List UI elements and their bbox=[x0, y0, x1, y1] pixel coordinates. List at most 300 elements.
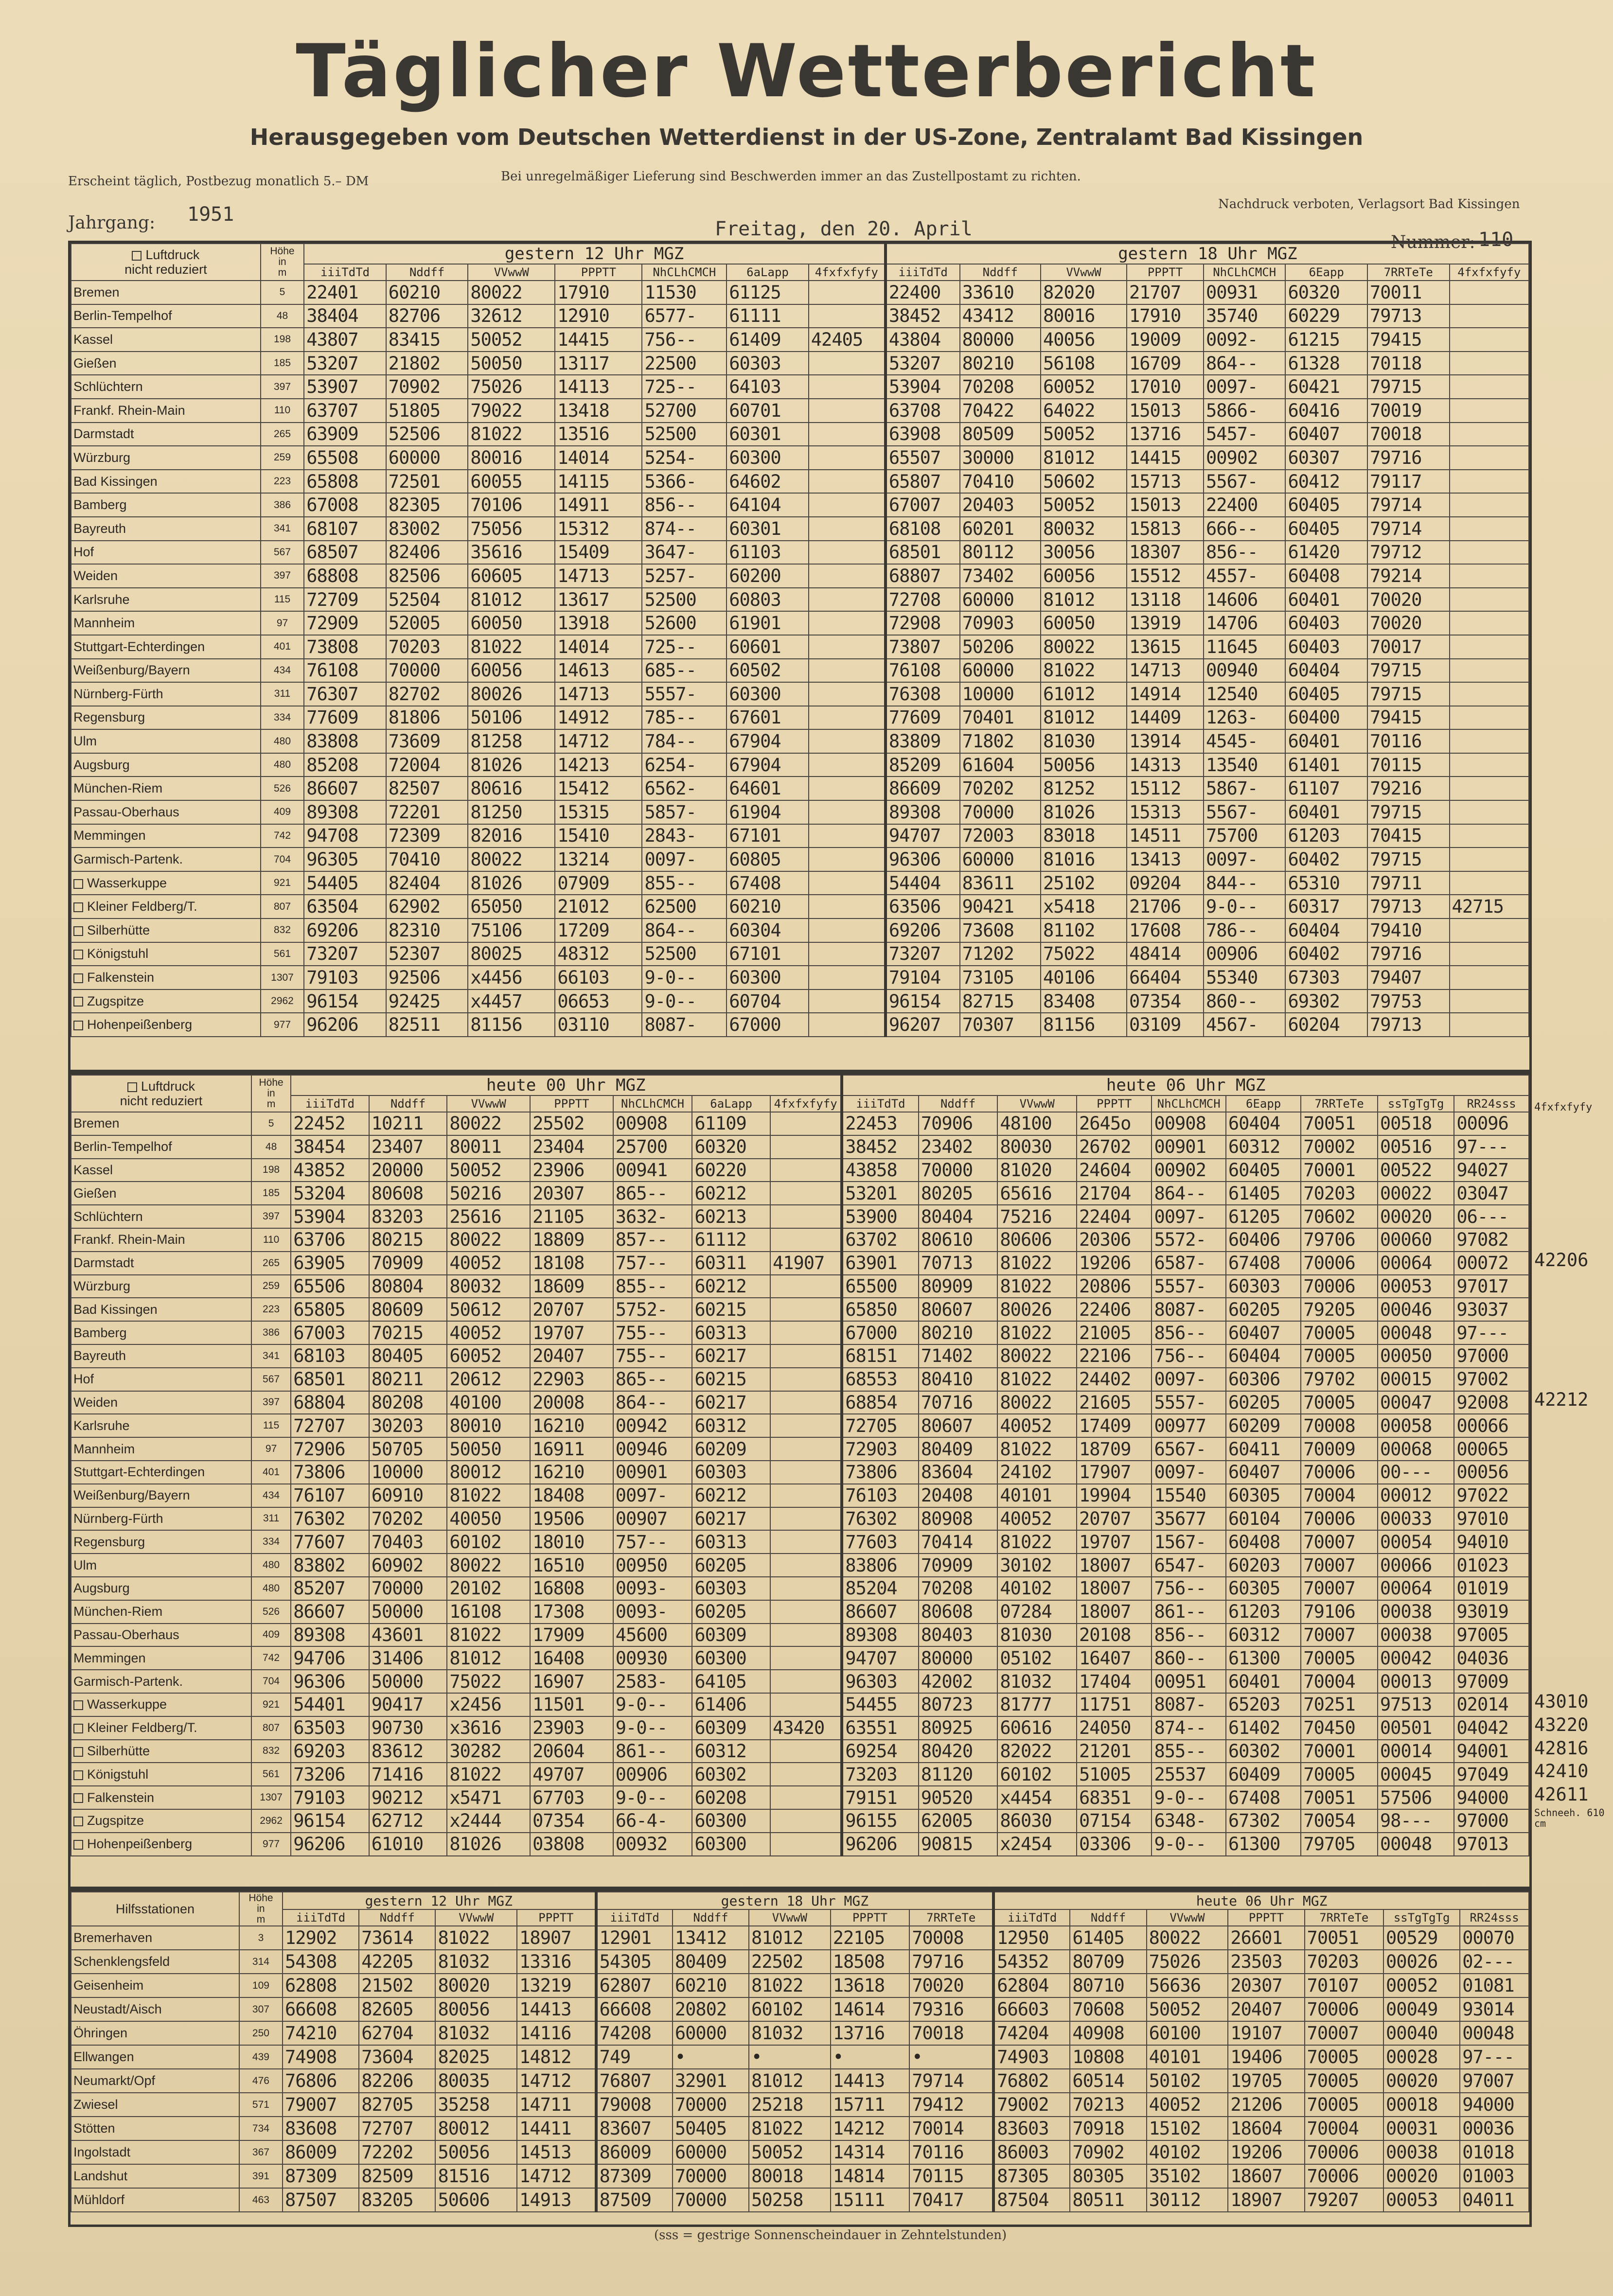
station-name bbox=[71, 682, 261, 706]
column-header: NhCLhCMCH bbox=[642, 264, 727, 281]
data-cell: 56636 bbox=[1147, 1974, 1228, 1997]
data-cell: 80032 bbox=[1041, 517, 1127, 541]
data-cell: 38454 bbox=[291, 1135, 369, 1159]
data-cell: 82509 bbox=[359, 2164, 435, 2188]
data-cell: 72201 bbox=[386, 800, 468, 824]
station-name bbox=[71, 328, 261, 352]
data-cell: 60205 bbox=[1226, 1391, 1301, 1414]
data-cell: 70008 bbox=[909, 1926, 993, 1950]
data-cell: 00040 bbox=[1383, 2021, 1460, 2045]
data-cell: 80925 bbox=[919, 1716, 998, 1740]
data-cell: 14113 bbox=[555, 375, 642, 399]
data-cell: 00018 bbox=[1383, 2093, 1460, 2117]
data-cell: 60303 bbox=[692, 1461, 770, 1484]
data-cell: 856-- bbox=[1204, 541, 1286, 565]
data-cell bbox=[1450, 753, 1529, 777]
table-row bbox=[71, 1693, 1529, 1716]
station-label: Regensburg bbox=[73, 710, 145, 725]
data-cell: 70004 bbox=[1305, 2117, 1383, 2140]
station-height: 921 bbox=[251, 1693, 291, 1716]
data-cell: 00046 bbox=[1378, 1298, 1454, 1321]
data-cell: 60055 bbox=[468, 470, 555, 494]
data-cell: 60421 bbox=[1285, 375, 1367, 399]
data-cell: 67303 bbox=[1285, 966, 1367, 989]
data-cell: 864-- bbox=[642, 918, 727, 942]
data-cell: • bbox=[909, 2045, 993, 2069]
data-cell: 756-- bbox=[1152, 1344, 1225, 1368]
data-cell: 97022 bbox=[1454, 1484, 1529, 1507]
data-cell: 80022 bbox=[997, 1391, 1077, 1414]
data-cell: 30102 bbox=[997, 1554, 1077, 1577]
data-cell: 60514 bbox=[1070, 2069, 1146, 2093]
data-cell: 70006 bbox=[1301, 1507, 1378, 1531]
data-cell: 83611 bbox=[960, 871, 1041, 895]
station-name bbox=[71, 1182, 251, 1205]
data-cell: 35616 bbox=[468, 541, 555, 565]
data-cell bbox=[809, 824, 886, 848]
data-cell: 75700 bbox=[1204, 824, 1286, 848]
station-label: Darmstadt bbox=[73, 426, 134, 442]
data-cell: 86009 bbox=[596, 2140, 673, 2164]
nummer-value: 110 bbox=[1478, 229, 1514, 251]
data-cell: 5366- bbox=[642, 470, 727, 494]
station-label: München-Riem bbox=[73, 1604, 163, 1619]
data-cell: 857-- bbox=[613, 1228, 692, 1252]
data-cell: 00951 bbox=[1152, 1670, 1225, 1693]
station-label: Ulm bbox=[73, 1557, 97, 1572]
station-name bbox=[71, 1997, 239, 2021]
data-cell: 70020 bbox=[909, 1974, 993, 1997]
data-cell: 79008 bbox=[596, 2093, 673, 2117]
station-label: Weiden bbox=[73, 568, 118, 583]
data-cell: 00053 bbox=[1378, 1275, 1454, 1298]
station-height: 334 bbox=[251, 1530, 291, 1554]
data-cell: 14911 bbox=[555, 493, 642, 517]
data-cell: 60205 bbox=[1226, 1298, 1301, 1321]
data-cell: 80710 bbox=[1070, 1974, 1146, 1997]
data-cell: 30000 bbox=[960, 446, 1041, 470]
data-cell: 97013 bbox=[1454, 1833, 1529, 1856]
data-cell: 79022 bbox=[468, 399, 555, 423]
data-cell: 50602 bbox=[1041, 470, 1127, 494]
data-cell: 13219 bbox=[517, 1974, 596, 1997]
data-cell: 90421 bbox=[960, 895, 1041, 918]
station-height: 409 bbox=[261, 800, 304, 824]
data-cell bbox=[770, 1182, 842, 1205]
data-cell bbox=[809, 918, 886, 942]
data-cell: 60217 bbox=[692, 1344, 770, 1368]
data-cell: 82507 bbox=[386, 777, 468, 800]
table-row bbox=[71, 1344, 1529, 1368]
data-cell: 60312 bbox=[692, 1414, 770, 1437]
data-cell: 00060 bbox=[1378, 1228, 1454, 1252]
data-cell: 756-- bbox=[1152, 1577, 1225, 1600]
station-name bbox=[71, 1577, 251, 1600]
table-row bbox=[71, 1391, 1529, 1414]
data-cell: 90417 bbox=[369, 1693, 447, 1716]
column-header: VVwwW bbox=[435, 1909, 517, 1926]
data-cell: 70902 bbox=[1070, 2140, 1146, 2164]
data-cell: 22502 bbox=[749, 1950, 831, 1974]
data-cell: 16108 bbox=[447, 1600, 530, 1624]
data-cell: 17308 bbox=[530, 1600, 613, 1624]
data-cell: 70007 bbox=[1305, 2021, 1383, 2045]
data-cell: 77603 bbox=[842, 1530, 919, 1554]
station-height: 185 bbox=[261, 352, 304, 375]
data-cell: 00096 bbox=[1454, 1112, 1529, 1135]
data-cell: 60303 bbox=[692, 1577, 770, 1600]
mountain-station-marker bbox=[73, 1770, 83, 1780]
table-row bbox=[71, 1135, 1529, 1159]
data-cell: 81022 bbox=[749, 2117, 831, 2140]
table-row bbox=[71, 1786, 1529, 1809]
station-name bbox=[71, 800, 261, 824]
data-cell bbox=[1450, 423, 1529, 446]
station-label: Berlin-Tempelhof bbox=[73, 308, 172, 323]
data-cell: 87309 bbox=[596, 2164, 673, 2188]
data-cell: 19707 bbox=[1077, 1530, 1152, 1554]
station-label: Weißenburg/Bayern bbox=[73, 663, 190, 678]
data-cell: 749 bbox=[596, 2045, 673, 2069]
data-cell: 30282 bbox=[447, 1740, 530, 1763]
data-cell: 75216 bbox=[997, 1205, 1077, 1228]
data-cell: 79316 bbox=[909, 1997, 993, 2021]
column-header: RR24sss bbox=[1460, 1909, 1529, 1926]
station-label: München-Riem bbox=[73, 781, 163, 796]
data-cell: 97049 bbox=[1454, 1763, 1529, 1786]
data-cell: 80215 bbox=[369, 1228, 447, 1252]
data-cell bbox=[1450, 824, 1529, 848]
data-cell: 89308 bbox=[304, 800, 386, 824]
data-cell: 60320 bbox=[692, 1135, 770, 1159]
data-cell: 70906 bbox=[919, 1112, 998, 1135]
data-cell: 80723 bbox=[919, 1693, 998, 1716]
data-cell: 97002 bbox=[1454, 1368, 1529, 1391]
data-cell: 70007 bbox=[1301, 1554, 1378, 1577]
data-cell: 60404 bbox=[1226, 1344, 1301, 1368]
data-cell: 73807 bbox=[886, 635, 960, 659]
data-cell: 70918 bbox=[1070, 2117, 1146, 2140]
data-cell: 25616 bbox=[447, 1205, 530, 1228]
data-cell: 43807 bbox=[304, 328, 386, 352]
data-cell: 61109 bbox=[692, 1112, 770, 1135]
data-cell: 14511 bbox=[1127, 824, 1204, 848]
station-name bbox=[71, 1624, 251, 1647]
data-cell: 97007 bbox=[1460, 2069, 1529, 2093]
data-cell: 60104 bbox=[1226, 1507, 1301, 1531]
station-height: 110 bbox=[261, 399, 304, 423]
data-cell: 15315 bbox=[555, 800, 642, 824]
data-cell: 70005 bbox=[1305, 2045, 1383, 2069]
data-cell: 60404 bbox=[1226, 1112, 1301, 1135]
station-label: Neustadt/Aisch bbox=[73, 2002, 162, 2016]
table-row bbox=[71, 375, 1529, 399]
data-cell: 97010 bbox=[1454, 1507, 1529, 1531]
data-cell: 00022 bbox=[1378, 1182, 1454, 1205]
station-name bbox=[71, 352, 261, 375]
data-cell: 93019 bbox=[1454, 1600, 1529, 1624]
station-label: Gießen bbox=[73, 1185, 117, 1201]
data-cell: 65310 bbox=[1285, 871, 1367, 895]
data-cell: 61107 bbox=[1285, 777, 1367, 800]
data-cell: 50050 bbox=[468, 352, 555, 375]
data-cell: 70000 bbox=[673, 2188, 749, 2212]
data-cell: 96154 bbox=[886, 989, 960, 1013]
data-cell bbox=[1450, 682, 1529, 706]
data-cell: 19206 bbox=[1077, 1252, 1152, 1275]
height-header-3: Höhe in m bbox=[239, 1892, 283, 1926]
data-cell: 60220 bbox=[692, 1159, 770, 1182]
data-cell: 75022 bbox=[447, 1670, 530, 1693]
data-cell: 61125 bbox=[727, 281, 809, 304]
data-cell: 70005 bbox=[1301, 1321, 1378, 1344]
data-cell: 01018 bbox=[1460, 2140, 1529, 2164]
data-cell bbox=[1450, 541, 1529, 565]
data-cell: 00931 bbox=[1204, 281, 1286, 304]
data-cell: 18007 bbox=[1077, 1577, 1152, 1600]
data-cell: 6562- bbox=[642, 777, 727, 800]
column-header: NhCLhCMCH bbox=[613, 1095, 692, 1112]
data-cell: 64601 bbox=[727, 777, 809, 800]
data-cell: 00068 bbox=[1378, 1437, 1454, 1461]
column-header: 7RRTeTe bbox=[1367, 264, 1450, 281]
margin-value: 43010 bbox=[1534, 1691, 1589, 1712]
station-height: 2962 bbox=[261, 989, 304, 1013]
data-cell: 35740 bbox=[1204, 304, 1286, 328]
column-header: Nddff bbox=[673, 1909, 749, 1926]
data-cell: 53904 bbox=[886, 375, 960, 399]
data-cell: 65850 bbox=[842, 1298, 919, 1321]
data-cell bbox=[1450, 564, 1529, 588]
data-cell: 03808 bbox=[530, 1833, 613, 1856]
column-header: iiiTdTd bbox=[842, 1095, 919, 1112]
data-cell: 87509 bbox=[596, 2188, 673, 2212]
data-cell: 18907 bbox=[1228, 2188, 1304, 2212]
station-label: Schlüchtern bbox=[73, 379, 143, 394]
station-label: Zwiesel bbox=[73, 2097, 118, 2112]
data-cell: 14415 bbox=[1127, 446, 1204, 470]
data-cell: 52506 bbox=[386, 423, 468, 446]
station-label: Bremerhaven bbox=[73, 1930, 153, 1945]
margin-value: 42410 bbox=[1534, 1761, 1589, 1782]
data-cell: 75022 bbox=[1041, 942, 1127, 966]
data-cell: 14914 bbox=[1127, 682, 1204, 706]
data-cell: 70018 bbox=[909, 2021, 993, 2045]
table-row bbox=[71, 777, 1529, 800]
data-cell bbox=[1450, 304, 1529, 328]
data-cell: 16210 bbox=[530, 1461, 613, 1484]
data-cell: 21707 bbox=[1127, 281, 1204, 304]
data-cell bbox=[770, 1159, 842, 1182]
data-cell: 61604 bbox=[960, 753, 1041, 777]
hilfsstationen-header: Hilfsstationen bbox=[71, 1892, 239, 1926]
data-cell: 00048 bbox=[1378, 1321, 1454, 1344]
data-cell: 96306 bbox=[886, 848, 960, 871]
data-cell: 20707 bbox=[530, 1298, 613, 1321]
data-cell: 04042 bbox=[1454, 1716, 1529, 1740]
data-cell: 66404 bbox=[1127, 966, 1204, 989]
data-cell: 81012 bbox=[447, 1646, 530, 1670]
data-cell: 62712 bbox=[369, 1809, 447, 1833]
data-cell bbox=[770, 1693, 842, 1716]
data-cell: 00902 bbox=[1152, 1159, 1225, 1182]
data-cell: 00033 bbox=[1378, 1507, 1454, 1531]
data-cell: 94001 bbox=[1454, 1740, 1529, 1763]
data-cell: 65506 bbox=[291, 1275, 369, 1298]
data-cell: 80616 bbox=[468, 777, 555, 800]
data-cell: 15410 bbox=[555, 824, 642, 848]
station-name bbox=[71, 541, 261, 565]
data-cell: 60300 bbox=[727, 446, 809, 470]
data-cell: 00028 bbox=[1383, 2045, 1460, 2069]
data-cell bbox=[770, 1507, 842, 1531]
data-cell: 87507 bbox=[283, 2188, 359, 2212]
data-cell: 40052 bbox=[1147, 2093, 1228, 2117]
data-cell: 68103 bbox=[291, 1344, 369, 1368]
data-cell: 94706 bbox=[291, 1646, 369, 1670]
data-cell: 0093- bbox=[613, 1600, 692, 1624]
data-cell: 70608 bbox=[1070, 1997, 1146, 2021]
data-cell: 15512 bbox=[1127, 564, 1204, 588]
data-cell: 80020 bbox=[435, 1974, 517, 1997]
data-cell: 80022 bbox=[997, 1344, 1077, 1368]
data-cell: 56108 bbox=[1041, 352, 1127, 375]
data-cell: 19904 bbox=[1077, 1484, 1152, 1507]
data-cell: 00031 bbox=[1383, 2117, 1460, 2140]
data-cell: 03306 bbox=[1077, 1833, 1152, 1856]
data-cell: 14812 bbox=[517, 2045, 596, 2069]
data-cell: 60050 bbox=[468, 611, 555, 635]
data-cell: x4454 bbox=[997, 1786, 1077, 1809]
data-cell: 70005 bbox=[1301, 1391, 1378, 1414]
data-cell bbox=[770, 1228, 842, 1252]
data-cell: 04011 bbox=[1460, 2188, 1529, 2212]
mountain-station-marker bbox=[73, 1700, 83, 1710]
data-cell: 80404 bbox=[919, 1205, 998, 1228]
data-cell: 86607 bbox=[842, 1600, 919, 1624]
data-cell: 12910 bbox=[555, 304, 642, 328]
data-cell: 70422 bbox=[960, 399, 1041, 423]
table-row bbox=[71, 493, 1529, 517]
station-name bbox=[71, 1484, 251, 1507]
table-row bbox=[71, 328, 1529, 352]
data-cell: 94708 bbox=[304, 824, 386, 848]
data-cell: 14606 bbox=[1204, 588, 1286, 612]
data-cell: 00522 bbox=[1378, 1159, 1454, 1182]
data-cell: 00501 bbox=[1378, 1716, 1454, 1740]
data-cell: 865-- bbox=[613, 1182, 692, 1205]
data-cell: 52500 bbox=[642, 588, 727, 612]
panel-today bbox=[68, 1072, 1532, 1889]
data-cell: 9-0-- bbox=[613, 1786, 692, 1809]
station-height: 397 bbox=[251, 1391, 291, 1414]
data-cell: 60805 bbox=[727, 848, 809, 871]
table-row bbox=[71, 966, 1529, 989]
data-cell: 72003 bbox=[960, 824, 1041, 848]
table-row bbox=[71, 1833, 1529, 1856]
station-height: 571 bbox=[239, 2093, 283, 2117]
data-cell: 53207 bbox=[304, 352, 386, 375]
data-cell bbox=[770, 1809, 842, 1833]
data-cell: 9-0-- bbox=[642, 966, 727, 989]
column-header: NhCLhCMCH bbox=[1152, 1095, 1225, 1112]
station-name bbox=[71, 895, 261, 918]
mountain-station-marker bbox=[73, 1840, 83, 1850]
data-cell: 63551 bbox=[842, 1716, 919, 1740]
table-row bbox=[71, 564, 1529, 588]
station-height: 311 bbox=[251, 1507, 291, 1531]
data-cell: 00052 bbox=[1383, 1974, 1460, 1997]
data-cell: 70902 bbox=[386, 375, 468, 399]
data-cell: 18408 bbox=[530, 1484, 613, 1507]
data-cell: 57506 bbox=[1378, 1786, 1454, 1809]
station-name bbox=[71, 1344, 251, 1368]
table-row bbox=[71, 2188, 1529, 2212]
data-cell: 68501 bbox=[291, 1368, 369, 1391]
data-cell: 50052 bbox=[1041, 423, 1127, 446]
data-cell: 23407 bbox=[369, 1135, 447, 1159]
data-cell: 96305 bbox=[304, 848, 386, 871]
data-cell: 60303 bbox=[1226, 1275, 1301, 1298]
data-cell: 65507 bbox=[886, 446, 960, 470]
data-cell: 02014 bbox=[1454, 1693, 1529, 1716]
data-cell bbox=[809, 1013, 886, 1037]
station-height: 480 bbox=[261, 753, 304, 777]
data-cell: 81012 bbox=[749, 2069, 831, 2093]
data-cell: 21201 bbox=[1077, 1740, 1152, 1763]
data-cell: 70000 bbox=[673, 2093, 749, 2117]
data-cell: 60616 bbox=[997, 1716, 1077, 1740]
data-cell: 14213 bbox=[555, 753, 642, 777]
data-cell: 62005 bbox=[919, 1809, 998, 1833]
data-cell: 60210 bbox=[386, 281, 468, 304]
station-name bbox=[71, 1716, 251, 1740]
data-cell: 83806 bbox=[842, 1554, 919, 1577]
data-cell: 70410 bbox=[960, 470, 1041, 494]
station-label: Falkenstein bbox=[87, 970, 155, 985]
station-label: Bamberg bbox=[73, 497, 127, 512]
data-cell: 65050 bbox=[468, 895, 555, 918]
station-name bbox=[71, 423, 261, 446]
data-cell: 22500 bbox=[642, 352, 727, 375]
data-cell: 70054 bbox=[1301, 1809, 1378, 1833]
data-cell: 70118 bbox=[1367, 352, 1450, 375]
data-cell: 70909 bbox=[369, 1252, 447, 1275]
table-row bbox=[71, 800, 1529, 824]
data-cell: 67408 bbox=[727, 871, 809, 895]
data-cell: 60400 bbox=[1285, 706, 1367, 730]
data-cell: 79002 bbox=[993, 2093, 1070, 2117]
data-cell: 61401 bbox=[1285, 753, 1367, 777]
data-cell: 40052 bbox=[447, 1321, 530, 1344]
data-cell: 80205 bbox=[919, 1182, 998, 1205]
data-cell: 80608 bbox=[919, 1600, 998, 1624]
data-cell: 83802 bbox=[291, 1554, 369, 1577]
data-cell: 15312 bbox=[555, 517, 642, 541]
station-height: 526 bbox=[251, 1600, 291, 1624]
data-cell: 13412 bbox=[673, 1926, 749, 1950]
data-cell: 97009 bbox=[1454, 1670, 1529, 1693]
data-cell: 00901 bbox=[1152, 1135, 1225, 1159]
station-label: Augsburg bbox=[73, 757, 130, 772]
data-cell: 97000 bbox=[1454, 1344, 1529, 1368]
height-header-2: Höhe in m bbox=[251, 1075, 291, 1112]
station-name bbox=[71, 2069, 239, 2093]
data-cell: 00056 bbox=[1454, 1461, 1529, 1484]
data-cell: 72705 bbox=[842, 1414, 919, 1437]
data-cell: 70011 bbox=[1367, 281, 1450, 304]
data-cell: 72707 bbox=[291, 1414, 369, 1437]
